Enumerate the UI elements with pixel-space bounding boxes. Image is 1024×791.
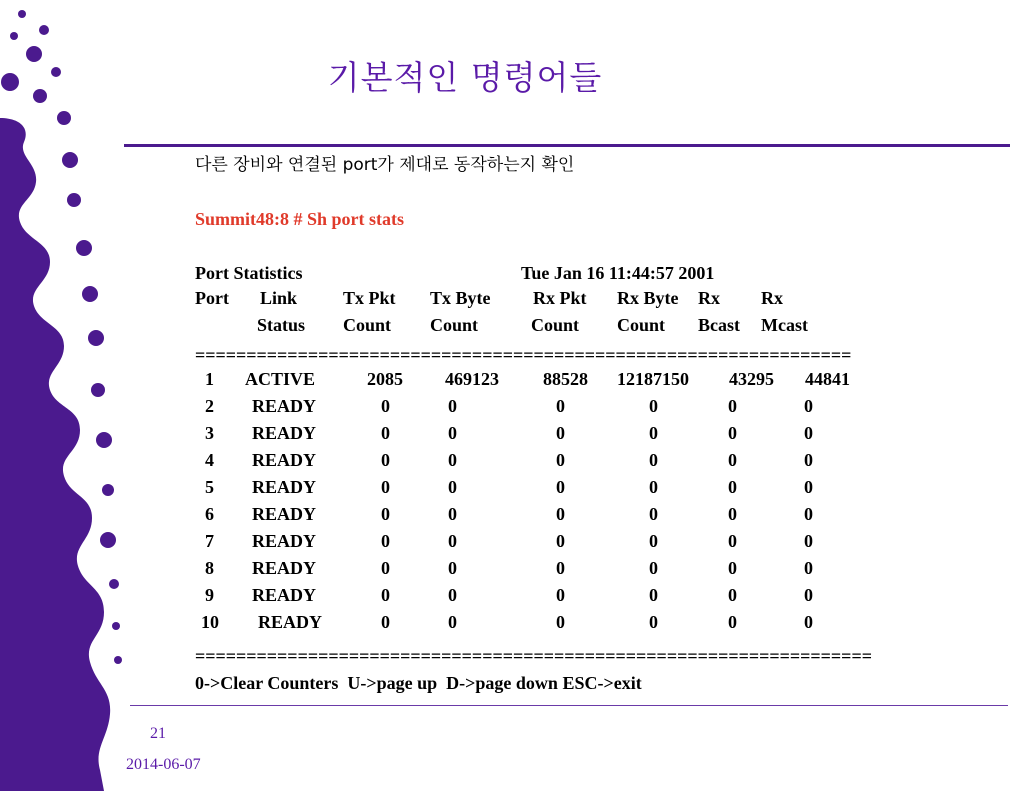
table-cell: 0 [448,477,457,497]
table-cell: 0 [448,585,457,605]
table-cell: 0 [649,477,658,497]
table-cell: 0 [804,450,813,470]
decorative-border [0,0,130,791]
header-cell: Rx [761,288,783,308]
table-cell: 0 [728,612,737,632]
table-cell: ACTIVE [245,369,316,389]
table-cell: 1 [205,369,214,389]
table-cell: 0 [381,450,390,470]
table-cell: 0 [804,585,813,605]
separator-top: ================================================================ [195,345,852,365]
header-cell: Tx Pkt [343,288,396,308]
table-cell: READY [252,531,317,551]
table-cell: 5 [205,477,214,497]
table-cell: 0 [728,396,737,416]
table-cell: 0 [556,477,565,497]
header-cell: Count [430,315,479,335]
table-cell: 0 [556,585,565,605]
table-cell: 0 [649,504,658,524]
table-cell: 0 [728,450,737,470]
table-cell: 0 [381,531,390,551]
table-cell: 0 [728,504,737,524]
table-cell: 0 [804,423,813,443]
table-cell: 0 [804,396,813,416]
table-cell: 8 [205,558,214,578]
table-cell: 2 [205,396,214,416]
slide-date: 2014-06-07 [126,756,201,773]
header-cell: Count [617,315,666,335]
table-cell: 0 [649,423,658,443]
table-cell: 0 [381,396,390,416]
table-cell: 10 [201,612,219,632]
table-cell: 0 [448,612,457,632]
header-cell: Bcast [698,315,740,335]
header-cell: Count [343,315,392,335]
table-cell: 0 [804,477,813,497]
table-cell: 0 [728,423,737,443]
table-cell: 0 [649,450,658,470]
footer-hint: 0->Clear Counters U->page up D->page down ESC->exit [195,673,642,693]
separator-bottom: ================================================================== [195,646,872,666]
table-cell: READY [252,585,317,605]
table-cell: 7 [205,531,214,551]
table-cell: 0 [448,423,457,443]
table-cell: READY [258,612,323,632]
table-cell: 0 [649,558,658,578]
table-cell: 3 [205,423,214,443]
page-number: 21 [150,725,166,742]
table-cell: 6 [205,504,214,524]
header-cell: Rx [698,288,720,308]
table-cell: 0 [381,504,390,524]
table-cell: 0 [728,477,737,497]
table-cell: READY [252,450,317,470]
slide-title: 기본적인 명령어들 [327,58,603,97]
table-cell: READY [252,558,317,578]
table-cell: 0 [448,396,457,416]
table-cell: 0 [556,423,565,443]
table-cell: 0 [556,504,565,524]
table-cell: 469123 [445,369,499,389]
table-cell: 0 [728,585,737,605]
table-cell: 0 [381,477,390,497]
table-cell: 0 [556,558,565,578]
port-stats-table [195,288,995,648]
table-cell: 0 [804,531,813,551]
table-cell: 0 [804,612,813,632]
table-cell: 0 [448,558,457,578]
header-cell: Status [257,315,306,335]
table-cell: READY [252,477,317,497]
header-cell: Tx Byte [430,288,491,308]
table-cell: 0 [804,558,813,578]
table-cell: 0 [804,504,813,524]
top-divider [124,144,1010,147]
table-cell: 0 [381,585,390,605]
header-cell: Mcast [761,315,808,335]
table-cell: 0 [556,531,565,551]
table-cell: 2085 [367,369,403,389]
table-cell: 44841 [805,369,850,389]
table-cell: 0 [556,612,565,632]
table-cell: 0 [649,585,658,605]
header-cell: Rx Pkt [533,288,587,308]
header-cell: Link [260,288,298,308]
table-cell: 0 [649,612,658,632]
table-cell: 9 [205,585,214,605]
table-cell: 88528 [543,369,588,389]
table-cell: READY [252,423,317,443]
table-cell: READY [252,504,317,524]
timestamp: Tue Jan 16 11:44:57 2001 [521,263,715,283]
table-cell: 0 [728,531,737,551]
table-cell: 0 [448,531,457,551]
table-cell: 0 [649,396,658,416]
command-line: Summit48:8 # Sh port stats [195,209,405,229]
table-cell: 0 [448,504,457,524]
table-cell: 43295 [729,369,774,389]
header-cell: Count [531,315,580,335]
table-cell: 0 [728,558,737,578]
table-cell: 0 [381,612,390,632]
table-cell: 0 [649,531,658,551]
table-cell: 4 [205,450,214,470]
header-cell: Rx Byte [617,288,679,308]
stats-label: Port Statistics [195,263,303,283]
table-cell: 0 [381,558,390,578]
header-cell: Port [195,288,229,308]
table-cell: 0 [381,423,390,443]
bottom-divider [130,705,1008,706]
table-cell: 0 [448,450,457,470]
table-cell: 0 [556,396,565,416]
table-cell: 0 [556,450,565,470]
table-cell: 12187150 [617,369,689,389]
table-cell: READY [252,396,317,416]
intro-text: 다른 장비와 연결된 port가 제대로 동작하는지 확인 [195,155,575,175]
